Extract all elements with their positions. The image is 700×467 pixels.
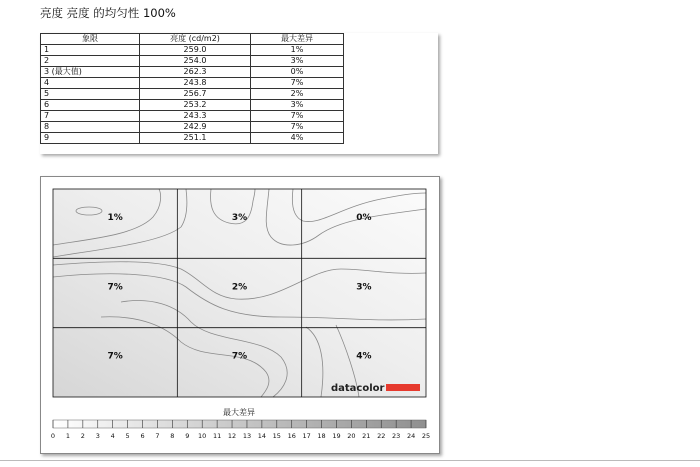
luminance-cell: 253.2 [140,100,251,111]
quadrant-cell: 2 [41,56,140,67]
brand-bar [386,384,420,391]
max-diff-cell: 3% [251,56,344,67]
table-body [41,45,344,144]
page-divider [0,460,700,461]
max-diff-cell: 2% [251,89,344,100]
table-header-row [41,34,344,45]
luminance-cell: 243.8 [140,78,251,89]
table-row [41,78,344,89]
scale-tick-label: 8 [170,432,175,440]
brand-wordmark: datacolor [331,383,385,394]
scale-tick-label: 2 [80,432,85,440]
quadrant-cell: 5 [41,89,140,100]
max-diff-cell: 3% [251,100,344,111]
quadrant-label: 3% [356,282,372,293]
luminance-cell: 254.0 [140,56,251,67]
table-row [41,67,344,78]
scale-tick-label: 15 [272,432,281,440]
table-row [41,111,344,122]
scale-gradient-bar [53,420,426,428]
table-row [41,89,344,100]
quadrant-label: 7% [107,351,123,362]
luminance-cell: 243.3 [140,111,251,122]
page-title: 亮度 亮度 的均匀性 100% [40,6,176,20]
scale-tick-label: 22 [377,432,386,440]
luminance-cell: 262.3 [140,67,251,78]
max-diff-cell: 1% [251,45,344,56]
quadrant-label: 7% [231,351,248,362]
scale-tick-label: 4 [110,432,115,440]
header-luminance: 亮度 (cd/m2) [140,34,251,45]
quadrant-cell: 6 [41,100,140,111]
uniformity-table [40,33,344,144]
scale-tick-label: 20 [347,432,356,440]
uniformity-heatmap [41,177,439,453]
quadrant-label: 4% [356,351,372,362]
quadrant-cell: 8 [41,122,140,133]
scale-tick-label: 5 [125,432,130,440]
scale-tick-label: 16 [287,432,296,440]
uniformity-heatmap-panel [40,176,440,454]
quadrant-label: 0% [356,213,372,223]
scale-tick-label: 17 [302,432,311,440]
scale-tick-label: 12 [227,432,237,440]
table-row [41,100,344,111]
scale-tick-label: 10 [198,432,207,440]
max-diff-cell: 7% [251,111,344,122]
table-row [41,56,344,67]
scale-tick-label: 14 [257,432,267,440]
scale-tick-label: 11 [212,432,222,440]
table-row [41,133,344,144]
scale-tick-label: 18 [317,432,326,440]
scale-tick-label: 13 [242,432,252,440]
scale-tick-label: 24 [406,432,416,440]
scale-tick-label: 3 [95,432,100,440]
table-row [41,122,344,133]
luminance-cell: 256.7 [140,89,251,100]
scale-tick-label: 21 [362,432,371,440]
scale-tick-label: 1 [65,432,70,440]
scale-tick-label: 6 [140,432,145,440]
quadrant-label: 2% [231,282,248,293]
table-row [41,45,344,56]
header-quadrant: 象限 [41,34,140,45]
scale-title: 最大差异 [223,408,255,417]
scale-tick-label: 19 [332,432,341,440]
scale-tick-label: 0 [50,432,56,440]
luminance-cell: 259.0 [140,45,251,56]
quadrant-cell: 9 [41,133,140,144]
quadrant-cell: 7 [41,111,140,122]
quadrant-label: 3% [231,213,248,223]
scale-tick-label: 7 [155,432,160,440]
scale-tick-label: 25 [421,432,431,440]
header-max-diff: 最大差异 [251,34,344,45]
quadrant-cell: 1 [41,45,140,56]
quadrant-cell: 3 (最大值) [41,67,140,78]
max-diff-cell: 0% [251,67,344,78]
luminance-cell: 242.9 [140,122,251,133]
quadrant-label: 1% [107,213,123,223]
scale-tick-label: 23 [392,432,401,440]
max-diff-cell: 4% [251,133,344,144]
quadrant-label: 7% [107,282,123,293]
max-diff-cell: 7% [251,78,344,89]
quadrant-cell: 4 [41,78,140,89]
max-diff-cell: 7% [251,122,344,133]
uniformity-table-panel [40,33,438,154]
luminance-cell: 251.1 [140,133,251,144]
scale-tick-label: 9 [185,432,190,440]
